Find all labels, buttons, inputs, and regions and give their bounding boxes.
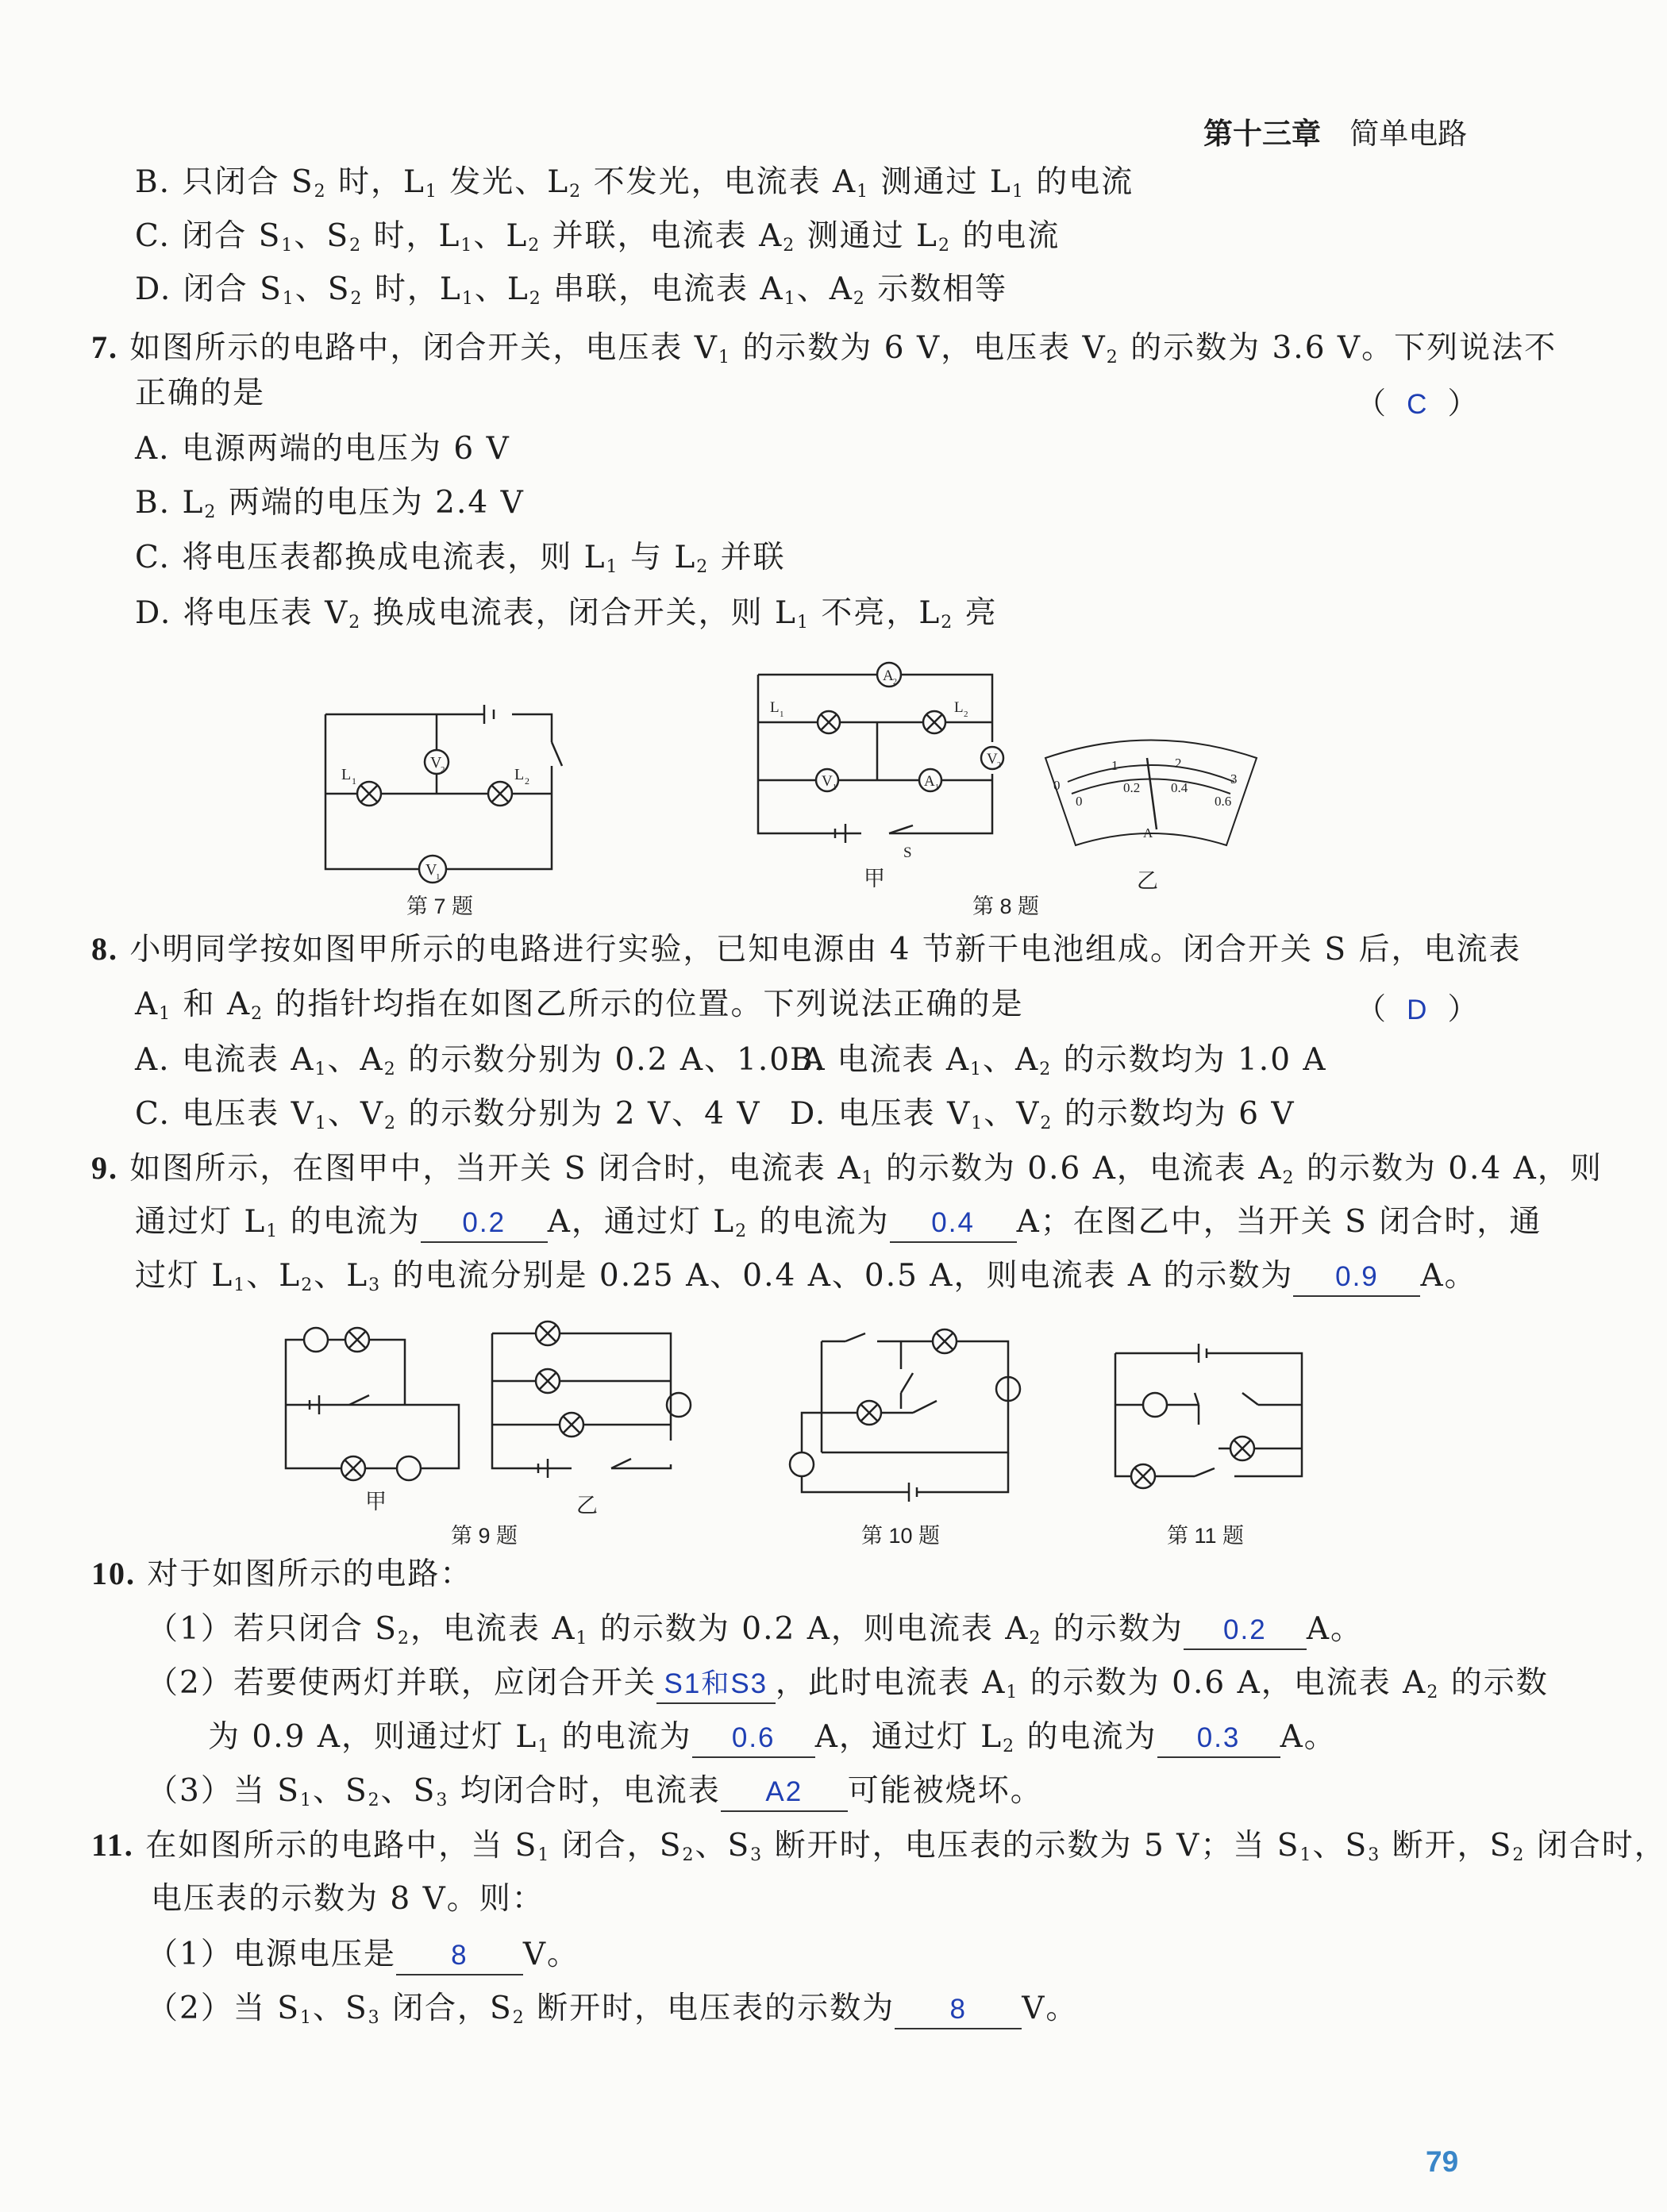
svg-text:2: 2 — [997, 761, 1001, 770]
q8-option-d: D. 电压表 $V_1$、$V_2$ 的示数均为 6 V — [790, 1096, 1295, 1133]
figure-8-circuit-jia — [746, 647, 1008, 881]
q11-part2-end: V。 — [1022, 1991, 1079, 2026]
q8-option-c: C. 电压表 $V_1$、$V_2$ 的示数分别为 2 V、4 V — [135, 1096, 761, 1133]
fig8-meter-unit: A — [1143, 825, 1153, 841]
q11-part1-text: （1）电源电压是 — [147, 1937, 396, 1972]
q10-blank-3[interactable] — [692, 1718, 815, 1758]
svg-text:V: V — [822, 773, 833, 790]
svg-text:A: A — [924, 773, 935, 790]
q8-option-b: B. 电流表 $A_1$、$A_2$ 的示数均为 1.0 A — [790, 1042, 1327, 1079]
q9-number: 9. — [91, 1150, 118, 1186]
q9-line1-text: 如图所示，在图甲中，当开关 S 闭合时，电流表 $A_1$ 的示数为 0.6 A，电流表 $A_2$ 的示数为 0.4 A，则 — [129, 1151, 1603, 1188]
q9-blank-3-answer: 0.9 — [1335, 1261, 1379, 1292]
q7-option-a: A. 电源两端的电压为 6 V — [135, 431, 510, 467]
fig8-switch-label: S — [903, 844, 912, 861]
q9-blank-3[interactable] — [1293, 1257, 1420, 1297]
q8-answer: D — [1407, 994, 1427, 1025]
q9-line3 — [135, 1254, 1477, 1308]
svg-text:2: 2 — [525, 775, 529, 787]
fig8-outer-tick-2: 2 — [1175, 756, 1182, 771]
chapter-header — [1203, 110, 1467, 152]
svg-text:2: 2 — [893, 678, 897, 687]
q9-line2-part3: A；在图乙中，当开关 S 闭合时，通 — [1016, 1204, 1542, 1240]
fig8-outer-tick-0: 0 — [1053, 778, 1061, 793]
fig8-caption: 第 8 题 — [972, 894, 1040, 918]
fig8-sub-yi: 乙 — [1137, 869, 1158, 893]
q11-line2: 电压表的示数为 8 V。则： — [151, 1881, 545, 1917]
q10-blank-2-answer: S1和S3 — [664, 1668, 768, 1699]
q10-part1 — [147, 1607, 1363, 1661]
q10-part2-text4: A，通过灯 $L_2$ 的电流为 — [814, 1719, 1157, 1756]
figure-7-circuit — [310, 691, 579, 881]
q8-stem-line2: $A_1$ 和 $A_2$ 的指针均指在如图乙所示的位置。下列说法正确的是 — [135, 987, 1024, 1024]
q7-answer-paren: （ C ） — [1356, 386, 1478, 421]
fig7-l1-label: L — [341, 766, 352, 783]
q7-option-b: B. $L_2$ 两端的电压为 2.4 V — [135, 485, 525, 522]
q10-part2-end: A。 — [1280, 1719, 1337, 1755]
q10-part1-end: A。 — [1306, 1611, 1364, 1647]
svg-text:1: 1 — [780, 710, 784, 719]
fig10-caption: 第 10 题 — [861, 1524, 941, 1548]
fig11-caption: 第 11 题 — [1167, 1524, 1245, 1548]
q9-blank-2-answer: 0.4 — [931, 1207, 975, 1238]
q7-stem-line2: 正确的是 — [135, 375, 266, 411]
q7-stem-line1 — [91, 325, 1557, 380]
q10-number: 10. — [91, 1556, 136, 1591]
q9-blank-1-answer: 0.2 — [462, 1207, 506, 1238]
q10-stem-text: 对于如图所示的电路： — [147, 1556, 473, 1592]
fig8-inner-tick-3: 0.6 — [1215, 794, 1232, 809]
q10-blank-1[interactable] — [1184, 1610, 1307, 1650]
svg-text:1: 1 — [352, 775, 356, 787]
q11-line1-text: 在如图所示的电路中，当 $S_1$ 闭合，$S_2$、$S_3$ 断开时，电压表的示数为 5 V；当 $S_1$、$S_3$ 断开，$S_2$ 闭合时， — [145, 1828, 1667, 1865]
fig7-l2-label: L — [514, 766, 525, 783]
q6-option-b: B. 只闭合 $S_2$ 时，$L_1$ 发光、$L_2$ 不发光，电流表 $A_1$ 测通过 $L_1$ 的电流 — [135, 164, 1134, 202]
q11-number: 11. — [91, 1827, 134, 1863]
q9-line3-part1: 过灯 $L_1$、$L_2$、$L_3$ 的电流分别是 0.25 A、0.4 A、0.5 A，则电流表 A 的示数为 — [135, 1258, 1294, 1295]
svg-text:2: 2 — [441, 765, 445, 775]
svg-text:A: A — [883, 667, 894, 684]
svg-text:L: L — [954, 699, 964, 716]
figure-8-ammeter-yi — [1036, 726, 1266, 861]
fig9-sub-yi: 乙 — [576, 1494, 598, 1518]
fig8-inner-tick-1: 0.2 — [1123, 780, 1141, 795]
q9-line2-part2: A，通过灯 $L_2$ 的电流为 — [547, 1204, 890, 1241]
q10-part3 — [147, 1769, 1043, 1823]
figure-9-circuit-jia — [278, 1318, 464, 1492]
q6-option-c: C. 闭合 $S_1$、$S_2$ 时，$L_1$、$L_2$ 并联，电流表 $A_2$ 测通过 $L_2$ 的电流 — [135, 218, 1061, 256]
fig7-v1-label: V — [425, 861, 437, 879]
q9-line2 — [135, 1200, 1542, 1254]
q9-blank-2[interactable] — [890, 1203, 1017, 1243]
q6-option-d: D. 闭合 $S_1$、$S_2$ 时，$L_1$、$L_2$ 串联，电流表 $A_1$、$A_2$ 示数相等 — [135, 271, 1008, 309]
q11-blank-2[interactable] — [895, 1990, 1022, 2029]
q10-stem — [91, 1552, 472, 1597]
q8-stem-line1 — [91, 927, 1522, 972]
q11-blank-1-answer: 8 — [451, 1940, 468, 1971]
q10-blank-5[interactable] — [721, 1772, 848, 1812]
figure-9-circuit-yi — [484, 1314, 699, 1484]
q10-part3-end: 可能被烧坏。 — [847, 1773, 1043, 1809]
q7-option-d: D. 将电压表 $V_2$ 换成电流表，闭合开关，则 $L_1$ 不亮，$L_2$ 亮 — [135, 595, 998, 633]
figure-11-circuit — [1107, 1337, 1314, 1500]
q10-part2-line2 — [208, 1715, 1337, 1769]
q7-stem-text: 如图所示的电路中，闭合开关，电压表 $V_1$ 的示数为 6 V，电压表 $V_2$ 的示数为 3.6 V。下列说法不 — [129, 330, 1557, 367]
q9-blank-1[interactable] — [421, 1203, 548, 1243]
q10-part2-text2: ，此时电流表 $A_1$ 的示数为 0.6 A，电流表 $A_2$ 的示数 — [775, 1665, 1549, 1702]
svg-text:L: L — [770, 699, 780, 716]
q11-line1 — [91, 1823, 1667, 1878]
q7-option-c: C. 将电压表都换成电流表，则 $L_1$ 与 $L_2$ 并联 — [135, 540, 786, 577]
q9-line1 — [91, 1146, 1603, 1201]
q10-blank-4-answer: 0.3 — [1196, 1722, 1241, 1753]
q10-blank-1-answer: 0.2 — [1223, 1614, 1267, 1645]
q8-answer-paren: （ D ） — [1356, 991, 1478, 1026]
svg-text:V: V — [987, 751, 998, 767]
fig8-outer-tick-1: 1 — [1111, 758, 1118, 773]
figure-10-circuit — [782, 1325, 1024, 1504]
q9-line2-part1: 通过灯 $L_1$ 的电流为 — [135, 1204, 421, 1241]
fig8-inner-tick-0: 0 — [1076, 794, 1083, 809]
q10-part2-line1 — [147, 1661, 1549, 1715]
q10-part2-text: （2）若要使两灯并联，应闭合开关 — [147, 1665, 656, 1701]
q8-option-a: A. 电流表 $A_1$、$A_2$ 的示数分别为 0.2 A、1.0 A — [135, 1042, 826, 1079]
q10-part1-text: （1）若只闭合 $S_2$，电流表 $A_1$ 的示数为 0.2 A，则电流表 $A_2$ 的示数为 — [147, 1611, 1184, 1648]
svg-text:2: 2 — [964, 710, 968, 719]
q11-part1 — [147, 1933, 579, 1977]
q7-number: 7. — [91, 329, 118, 365]
q10-blank-5-answer: A2 — [765, 1776, 803, 1807]
chapter-title: 简单电路 — [1349, 117, 1468, 150]
fig8-outer-tick-3: 3 — [1230, 771, 1238, 787]
q11-part2 — [147, 1987, 1078, 2041]
fig7-caption: 第 7 题 — [406, 894, 474, 918]
q11-blank-2-answer: 8 — [949, 1994, 967, 2025]
page-number: 79 — [1426, 2145, 1459, 2178]
fig9-caption: 第 9 题 — [451, 1524, 518, 1548]
chapter-number: 第十三章 — [1203, 117, 1321, 150]
q8-stem-text: 小明同学按如图甲所示的电路进行实验，已知电源由 4 节新干电池组成。闭合开关 S 后，电流表 — [129, 932, 1522, 968]
fig8-inner-tick-2: 0.4 — [1171, 780, 1188, 795]
q8-number: 8. — [91, 931, 118, 967]
fig7-v2-label: V — [430, 754, 442, 771]
q11-part1-end: V。 — [522, 1937, 579, 1972]
q7-answer: C — [1407, 389, 1427, 420]
fig8-sub-jia: 甲 — [864, 867, 885, 891]
q9-line3-part2: A。 — [1420, 1258, 1477, 1294]
q11-part2-text: （2）当 $S_1$、$S_3$ 闭合，$S_2$ 断开时，电压表的示数为 — [147, 1991, 895, 2028]
q11-blank-1[interactable] — [396, 1936, 523, 1975]
svg-text:1: 1 — [436, 872, 441, 882]
fig9-sub-jia: 甲 — [365, 1490, 387, 1514]
q10-part3-text: （3）当 $S_1$、$S_2$、$S_3$ 均闭合时，电流表 — [147, 1773, 721, 1810]
q10-part2-text3: 为 0.9 A，则通过灯 $L_1$ 的电流为 — [208, 1719, 692, 1756]
q10-blank-2[interactable] — [656, 1664, 776, 1704]
q10-blank-3-answer: 0.6 — [731, 1722, 776, 1753]
svg-text:1: 1 — [935, 783, 939, 792]
q10-blank-4[interactable] — [1157, 1718, 1280, 1758]
svg-text:1: 1 — [833, 783, 837, 792]
